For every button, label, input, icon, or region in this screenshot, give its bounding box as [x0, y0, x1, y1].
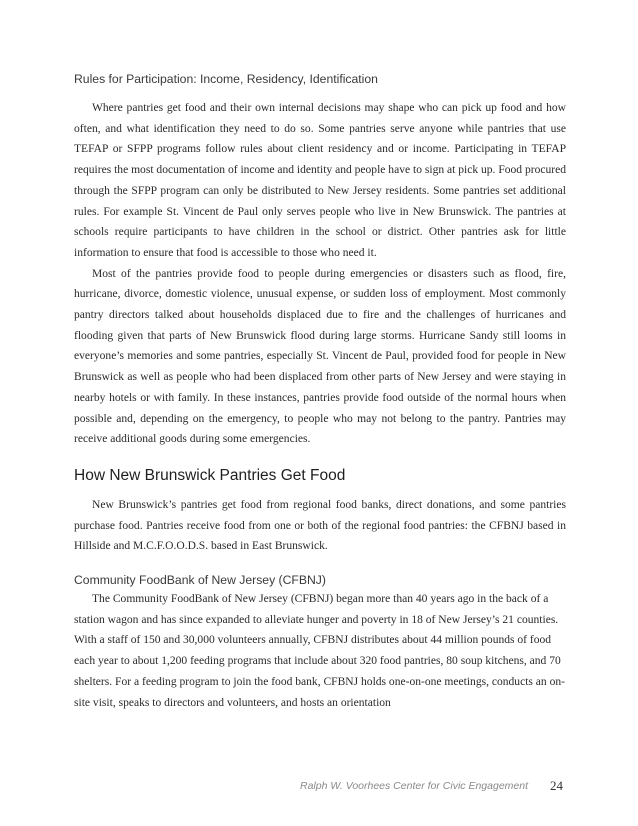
- paragraph-cfbnj: The Community FoodBank of New Jersey (CFBNJ) began more than 40 years ago in the back of a station wagon and has since expanded to alleviate hunger and poverty in 18 of New Jersey’s 21 counties. With a staff of 150 and 30,000 volunteers annually, CFBNJ distributes about 44 million pounds of food each year to about 1,200 feeding programs that include about 320 food pantries, 80 soup kitchens, and 70 shelters. For a feeding program to join the food bank, CFBNJ holds one-on-one meetings, conducts an on-site visit, speaks to directors and volunteers, and hosts an orientation: [74, 593, 565, 709]
- footer-organization: Ralph W. Voorhees Center for Civic Engagement: [300, 780, 528, 792]
- page-number: 24: [550, 778, 563, 793]
- paragraph-how-pantries-get-food: New Brunswick’s pantries get food from regional food banks, direct donations, and some pantries purchase food. Pantries receive food from one or both of the regional food pantries: the CFBNJ based in Hillside and M.C.F.O.O.D.S. based in East Brunswick.: [74, 498, 566, 553]
- document-page: [74, 70, 566, 713]
- section-heading-cfbnj: Community FoodBank of New Jersey (CFBNJ): [74, 573, 326, 588]
- section-heading-how-pantries-get-food: How New Brunswick Pantries Get Food: [74, 466, 346, 484]
- section-heading-rules: Rules for Participation: Income, Residency, Identification: [74, 72, 378, 86]
- paragraph-rules-2: Most of the pantries provide food to people during emergencies or disasters such as flood, fire, hurricane, divorce, domestic violence, unusual expense, or sudden loss of employment. Most commonly pantry directors talked about households displaced due to fire and the challenges of hurricanes and flooding given that parts of New Brunswick flood during large storms. Hurricane Sandy still looms in everyone’s memories and some pantries, especially St. Vincent de Paul, provided food for people in New Brunswick as well as people who had been displaced from other parts of New Jersey and were staying in nearby hotels or with family. In these instances, pantries provide food outside of the normal hours when possible and, depending on the emergency, to people who may not belong to the pantry. Pantries may receive additional goods during some emergencies.: [74, 267, 566, 446]
- page-footer: [0, 780, 638, 796]
- paragraph-rules-1: Where pantries get food and their own internal decisions may shape who can pick up food and how often, and what identification they need to do so. Some pantries serve anyone while pantries that use TEFAP or SFPP programs follow rules about client residency and or income. Participating in TEFAP requires the most documentation of income and identity and people have to sign at pick up. Food procured through the SFPP program can only be distributed to New Jersey residents. Some pantries set additional rules. For example St. Vincent de Paul only serves people who live in New Brunswick. The pantries at schools require participants to have children in the school or district. Other pantries ask for little information to ensure that food is accessible to those who need it.: [74, 102, 566, 259]
